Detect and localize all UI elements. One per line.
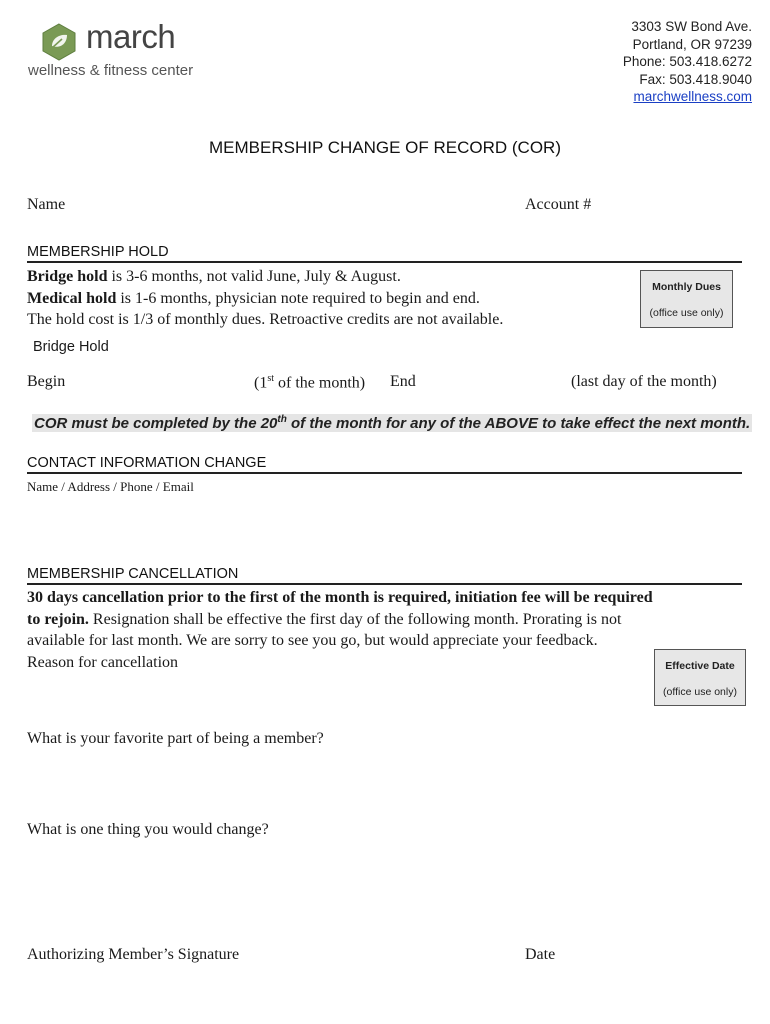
cancellation-reason-label: Reason for cancellation (27, 653, 179, 671)
address-street: 3303 SW Bond Ave. (631, 19, 752, 34)
website-link[interactable]: marchwellness.com (633, 89, 752, 104)
effective-date-office-note: (office use only) (663, 686, 737, 698)
effective-date-office-box (654, 649, 746, 706)
phone-number: Phone: 503.418.6272 (622, 54, 752, 69)
page-title: MEMBERSHIP CHANGE OF RECORD (COR) (209, 138, 561, 157)
last-day-note: (last day of the month) (571, 373, 717, 390)
contact-change-heading: CONTACT INFORMATION CHANGE (27, 455, 742, 474)
deadline-note: COR must be completed by the 20th of the month for any of the ABOVE to take effect the next month. (34, 414, 751, 432)
date-label: Date (525, 946, 556, 963)
bridge-hold-label: Bridge hold (27, 268, 108, 285)
logo-leaf-icon (40, 22, 78, 62)
cancellation-policy: 30 days cancellation prior to the first of the month is required, initiation fee will be required to rejoin. Resignation shall be effective the first day of the following month. Prorating is not available for last month. We are sorry to see you go, but would appreciate your feedback. Reason for cancellation (27, 587, 747, 673)
effective-date-title: Effective Date (665, 660, 735, 672)
first-of-month-note: (1st of the month) (254, 373, 366, 392)
bridge-hold-text: is 3-6 months, not valid June, July & August. (107, 268, 401, 285)
address-block (623, 18, 752, 106)
monthly-dues-office-box (640, 270, 733, 328)
hold-type-selection[interactable]: Bridge Hold (33, 339, 109, 355)
hold-description (27, 266, 627, 331)
cancellation-heading: MEMBERSHIP CANCELLATION (27, 566, 742, 585)
hold-end-label: End (390, 373, 416, 390)
name-field-label: Name (27, 196, 66, 213)
address-city: Portland, OR 97239 (632, 36, 752, 52)
favorite-part-question: What is your favorite part of being a member? (27, 730, 324, 747)
account-field-label: Account # (525, 196, 592, 213)
monthly-dues-title: Monthly Dues (652, 281, 721, 293)
cancellation-policy-bold: 30 days cancellation prior to the first of the month is required, initiation fee will be required (27, 589, 653, 606)
change-question: What is one thing you would change? (27, 821, 269, 838)
monthly-dues-office-note: (office use only) (649, 307, 724, 319)
medical-hold-text: is 1-6 months, physician note required to begin and end. (116, 289, 480, 307)
hold-begin-label: Begin (27, 373, 66, 390)
fax-number: Fax: 503.418.9040 (639, 71, 752, 87)
hold-cost-text: The hold cost is 1/3 of monthly dues. Retroactive credits are not available. (27, 311, 504, 328)
contact-change-subtext: Name / Address / Phone / Email (27, 479, 194, 494)
medical-hold-label: Medical hold (27, 289, 117, 307)
signature-label: Authorizing Member’s Signature (27, 946, 240, 963)
logo-wordmark: march (86, 18, 176, 55)
membership-hold-heading: MEMBERSHIP HOLD (27, 244, 742, 263)
logo-subtitle: wellness & fitness center (28, 62, 194, 79)
